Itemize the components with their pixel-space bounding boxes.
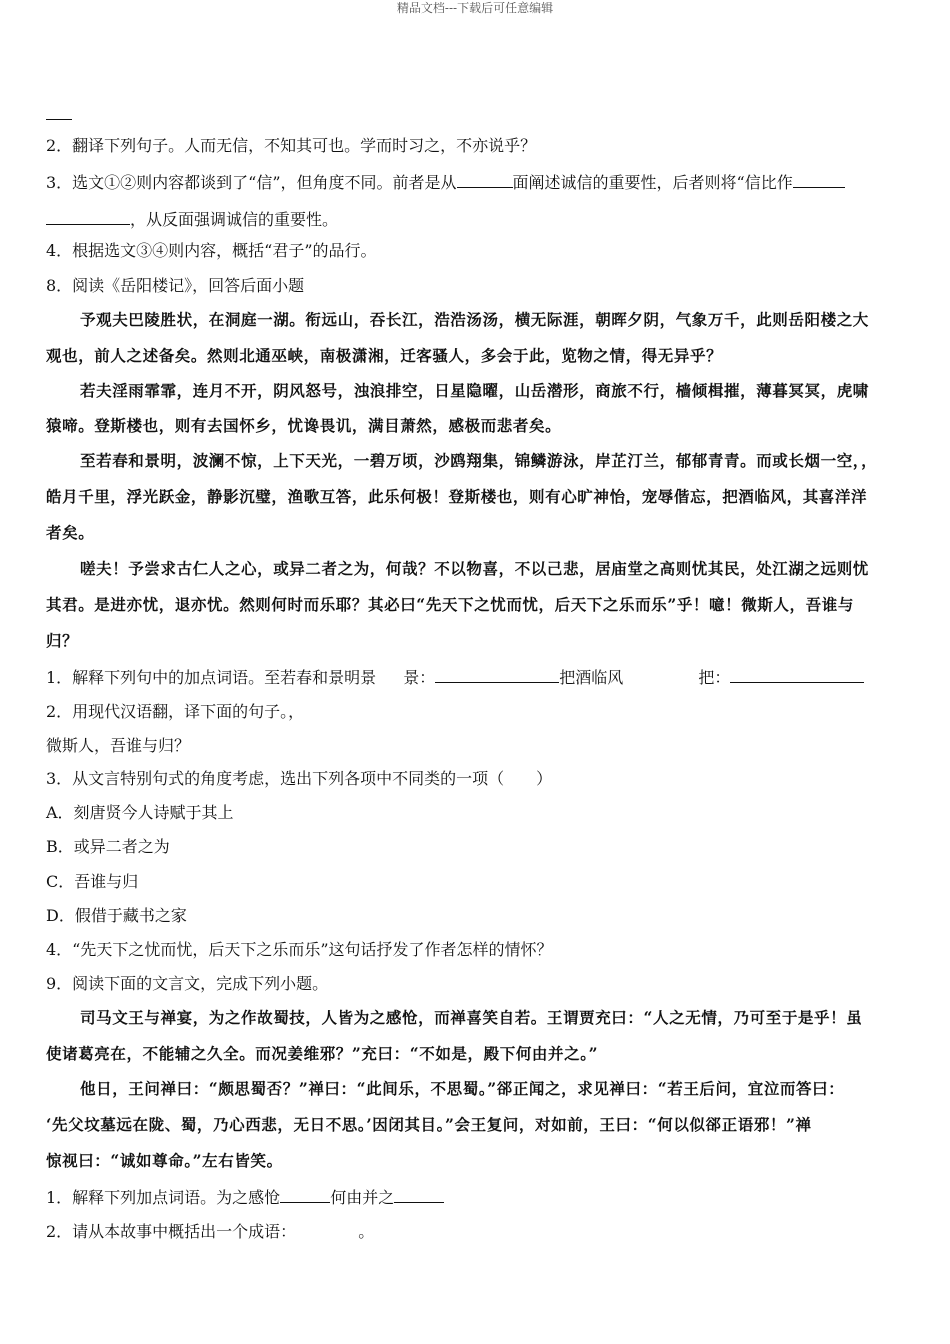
fill-blank[interactable] xyxy=(435,666,559,683)
q8-item-1-text-a: 1．解释下列句中的加点词语。至若春和景明景 xyxy=(46,668,377,687)
q9-item-2-text-a: 2．请从本故事中概括出一个成语： xyxy=(46,1222,297,1241)
q8-item-3: 3．从文言特别句式的角度考虑，选出下列各项中不同类的一项（ ） xyxy=(46,769,553,788)
q8-item-1 xyxy=(46,666,864,688)
answer-line xyxy=(46,119,72,120)
q8-passage-line: 嗟夫！予尝求古仁人之心，或异二者之为，何哉？不以物喜，不以己悲，居庙堂之高则忧其民，处江湖之远则忧 xyxy=(80,559,869,578)
q8-passage-line: 至若春和景明，波澜不惊，上下天光，一碧万顷，沙鸥翔集，锦鳞游泳，岸芷汀兰，郁郁青青。而或长烟一空，， xyxy=(80,451,878,470)
q8-title: 8．阅读《岳阳楼记》，回答后面小题 xyxy=(46,276,305,295)
q9-item-1-text-b: 何由并之 xyxy=(330,1188,395,1207)
q8-item-2-sentence: 微斯人，吾谁与归？ xyxy=(46,736,191,755)
q8-option-b: B．或异二者之为 xyxy=(46,837,170,856)
q8-passage-line: 其君。是进亦忧，退亦忧。然则何时而乐耶？其必曰“先天下之忧而忧，后天下之乐而乐”乎！噫！微斯人，吾谁与 xyxy=(46,595,854,614)
q7-item-3-text-c: ，从反面强调诚信的重要性。 xyxy=(130,210,339,229)
q9-title: 9．阅读下面的文言文，完成下列小题。 xyxy=(46,974,329,993)
q8-passage-line: 猿啼。登斯楼也，则有去国怀乡，忧谗畏讥，满目萧然，感极而悲者矣。 xyxy=(46,416,562,435)
q8-passage-line: 观也，前人之述备矣。然则北通巫峡，南极潇湘，迁客骚人，多会于此，览物之情，得无异乎？ xyxy=(46,346,723,365)
page-header: 精品文档---下载后可任意编辑 xyxy=(396,1,554,15)
q9-item-1 xyxy=(46,1186,444,1208)
q9-item-1-text-a: 1．解释下列加点词语。为之感怆 xyxy=(46,1188,281,1207)
fill-blank[interactable] xyxy=(730,666,864,683)
fill-blank[interactable] xyxy=(280,1186,330,1203)
fill-blank[interactable] xyxy=(46,208,130,225)
q7-item-3-text-b: 面阐述诚信的重要性，后者则将“信比作 xyxy=(512,173,793,192)
q8-passage-line: 归？ xyxy=(46,631,79,650)
q8-option-c: C．吾谁与归 xyxy=(46,872,139,891)
fill-blank[interactable] xyxy=(793,171,845,188)
q9-passage-line: 惊视曰：“诚如尊命。”左右皆笑。 xyxy=(46,1151,283,1170)
q9-passage-line: 他日，王问禅曰：“颇思蜀否？”禅曰：“此间乐，不思蜀。”郤正闻之，求见禅曰：“若王后问，宜泣而答曰： xyxy=(80,1079,845,1098)
q8-passage-line: 若夫淫雨霏霏，连月不开，阴风怒号，浊浪排空，日星隐曜，山岳潜形，商旅不行，樯倾楫摧，薄暮冥冥，虎啸 xyxy=(80,381,869,400)
q8-option-d: D．假借于藏书之家 xyxy=(46,906,187,925)
q8-item-2: 2．用现代汉语翻，译下面的句子。， xyxy=(46,702,305,721)
q9-item-2-text-b: 。 xyxy=(358,1222,375,1241)
fill-blank[interactable] xyxy=(457,171,513,188)
q7-item-3-text-a: 3．选文①②则内容都谈到了“信”，但角度不同。前者是从 xyxy=(46,173,457,192)
q8-passage-line: 皓月千里，浮光跃金，静影沉璧，渔歌互答，此乐何极！登斯楼也，则有心旷神怡，宠辱偕忘，把酒临风，其喜洋洋 xyxy=(46,487,868,506)
q7-item-2: 2．翻译下列句子。人而无信，不知其可也。学而时习之，不亦说乎？ xyxy=(46,136,537,155)
q7-item-3-line2 xyxy=(46,208,338,230)
fill-blank[interactable] xyxy=(394,1186,444,1203)
q9-passage-line: 使诸葛亮在，不能辅之久全。而况姜维邪？”充曰：“不如是，殿下何由并之。” xyxy=(46,1044,599,1063)
q8-passage-line: 予观夫巴陵胜状，在洞庭一湖。衔远山，吞长江，浩浩汤汤，横无际涯，朝晖夕阴，气象万千，此则岳阳楼之大 xyxy=(80,310,869,329)
q8-item-1-text-c: 把酒临风 xyxy=(559,668,624,687)
q8-item-4: 4．“先天下之忧而忧，后天下之乐而乐”这句话抒发了作者怎样的情怀？ xyxy=(46,940,553,959)
q7-item-3-line1 xyxy=(46,171,845,193)
q9-item-2 xyxy=(46,1222,374,1242)
q8-item-1-label-jing: 景： xyxy=(403,668,436,687)
q8-passage-line: 者矣。 xyxy=(46,523,95,542)
q7-item-4: 4．根据选文③④则内容，概括“君子”的品行。 xyxy=(46,241,377,260)
q9-passage-line: 司马文王与禅宴，为之作故蜀技，人皆为之感怆，而禅喜笑自若。王谓贾充曰：“人之无情，乃可至于是乎！虽 xyxy=(80,1008,863,1027)
q9-passage-line: ‘先父坟墓远在陇、蜀，乃心西悲，无日不思。’因闭其目。”会王复问，对如前，王曰：“何以似郤正语邪！”禅 xyxy=(46,1115,812,1134)
q8-option-a: A．刻唐贤今人诗赋于其上 xyxy=(46,803,234,822)
q8-item-1-label-ba: 把： xyxy=(698,668,731,687)
